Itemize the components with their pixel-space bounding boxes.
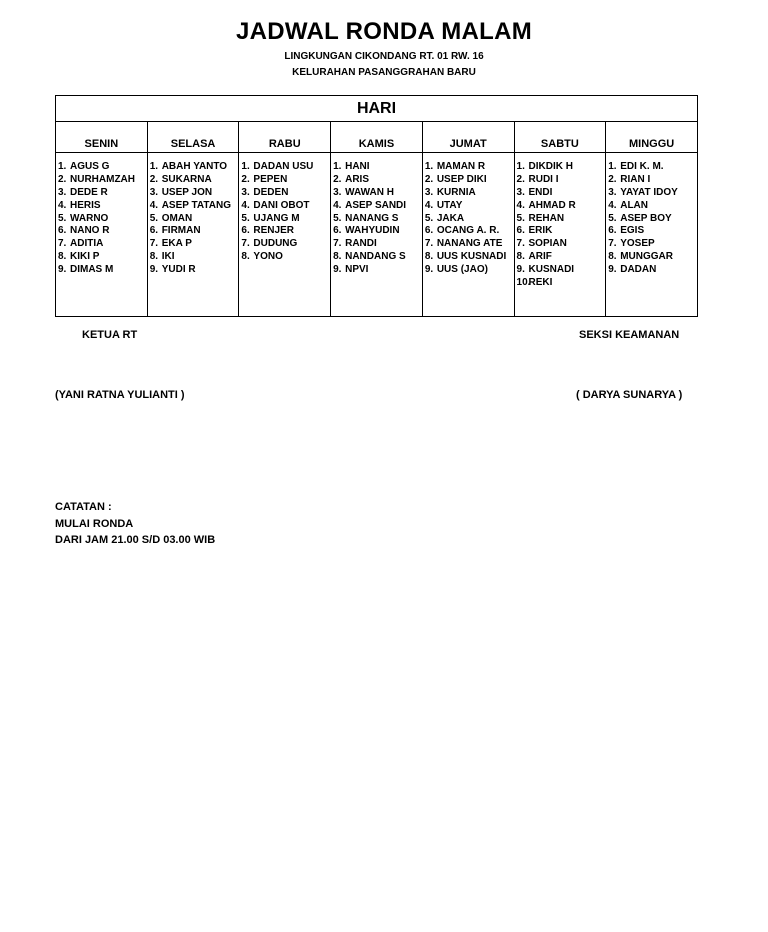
list-item-name: ARIS: [345, 173, 370, 185]
list-item-number: 3.: [608, 186, 617, 198]
day-names-sabtu: [514, 153, 606, 317]
list-item-name: NANANG ATE: [436, 238, 503, 250]
list-item-name: USEP DIKI: [436, 173, 487, 185]
list-item: [333, 238, 422, 251]
list-item-number: 9.: [424, 264, 434, 276]
day-names-kamis: [331, 153, 423, 317]
list-item: [333, 264, 422, 277]
list-item: [241, 187, 330, 200]
list-item-number: 3.: [241, 186, 250, 198]
list-item-number: 8.: [608, 251, 617, 263]
list-item-name: UUS (JAO): [436, 264, 488, 276]
list-item: [517, 251, 606, 264]
list-item-number: 5.: [58, 212, 67, 224]
list-item-name: WAHYUDIN: [345, 225, 400, 237]
notes-line-2: DARI JAM 21.00 S/D 03.00 WIB: [55, 534, 216, 546]
list-item: [58, 251, 147, 264]
list-item-number: 3.: [333, 186, 342, 198]
list-item: [517, 200, 606, 213]
list-item-number: 3.: [516, 186, 525, 198]
list-item-number: 9.: [333, 264, 342, 276]
list-item-name: DADAN USU: [253, 161, 314, 172]
list-item-number: 7.: [149, 238, 159, 250]
list-item-number: 7.: [333, 238, 342, 250]
list-item-name: KUSNADI: [528, 264, 575, 276]
day-names-jumat: [422, 153, 514, 317]
list-item: [58, 174, 147, 187]
list-item-name: NANDANG S: [345, 251, 406, 263]
list-item: [425, 225, 514, 238]
schedule-table: [55, 95, 698, 317]
list-item-number: 6.: [608, 225, 617, 237]
list-item-name: HANI: [345, 161, 370, 172]
list-item-name: USEP JON: [161, 186, 213, 198]
list-item: [58, 200, 147, 213]
list-item: [150, 213, 239, 226]
list-item-name: YUDI R: [161, 264, 196, 276]
list-item-name: UUS KUSNADI: [436, 251, 507, 263]
list-item-name: EDI K. M.: [620, 161, 664, 172]
list-item-number: 3.: [149, 186, 159, 198]
list-item-name: REKI: [528, 277, 553, 289]
list-item-number: 2.: [149, 173, 159, 185]
list-item: [517, 277, 606, 290]
list-item-name: WAWAN H: [345, 186, 394, 198]
list-item-number: 10.: [516, 277, 531, 289]
list-item: [241, 174, 330, 187]
list-item-number: 7.: [516, 238, 525, 250]
list-item: [608, 174, 697, 187]
list-item: [241, 213, 330, 226]
list-item-number: 6.: [424, 225, 434, 237]
list-item-number: 6.: [333, 225, 342, 237]
list-item: [150, 200, 239, 213]
day-names-minggu: [606, 153, 698, 317]
list-item-number: 9.: [58, 264, 67, 276]
list-item: [425, 238, 514, 251]
names-row: [56, 153, 698, 317]
day-header-sabtu: SABTU: [514, 122, 606, 153]
list-item-name: DEDEN: [253, 186, 289, 198]
list-item: [517, 213, 606, 226]
list-item: [425, 213, 514, 226]
list-item: [425, 200, 514, 213]
list-item: [150, 161, 239, 174]
list-item-number: 1.: [241, 161, 250, 172]
list-item: [333, 225, 422, 238]
list-item: [150, 174, 239, 187]
list-item-name: KIKI P: [70, 251, 100, 263]
list-item-number: 8.: [516, 251, 525, 263]
list-item-name: MAMAN R: [436, 161, 486, 172]
list-item-number: 5.: [608, 212, 617, 224]
list-item: [608, 200, 697, 213]
list-item-name: AGUS G: [70, 161, 110, 172]
list-item-name: NANO R: [70, 225, 110, 237]
list-item-name: SOPIAN: [528, 238, 567, 250]
list-item: [333, 161, 422, 174]
list-item: [241, 251, 330, 264]
list-item-name: YONO: [253, 251, 283, 263]
list-item: [608, 161, 697, 174]
list-item-number: 6.: [58, 225, 67, 237]
day-names-selasa: [147, 153, 239, 317]
list-item: [425, 174, 514, 187]
list-item: [58, 264, 147, 277]
list-item-name: ERIK: [528, 225, 553, 237]
list-item-name: WARNO: [70, 212, 109, 224]
list-item: [333, 251, 422, 264]
list-item-number: 7.: [241, 238, 250, 250]
list-item-number: 1.: [424, 161, 434, 172]
list-item-name: NURHAMZAH: [70, 173, 135, 185]
list-item-name: DEDE R: [70, 186, 108, 198]
list-item-name: MUNGGAR: [620, 251, 673, 263]
list-item: [608, 264, 697, 277]
list-item: [150, 225, 239, 238]
list-item-name: EGIS: [620, 225, 645, 237]
list-item-number: 9.: [516, 264, 525, 276]
list-item-name: FIRMAN: [161, 225, 201, 237]
list-item-number: 4.: [149, 199, 159, 211]
list-item: [517, 238, 606, 251]
list-item-name: DIKDIK H: [528, 161, 573, 172]
list-item-number: 2.: [58, 173, 67, 185]
list-item-name: JAKA: [436, 212, 465, 224]
list-item-number: 3.: [424, 186, 434, 198]
list-item: [58, 238, 147, 251]
list-item: [150, 251, 239, 264]
list-item-number: 7.: [424, 238, 434, 250]
list-item-number: 8.: [58, 251, 67, 263]
list-item: [608, 238, 697, 251]
list-item: [241, 238, 330, 251]
list-item: [150, 187, 239, 200]
list-item-name: PEPEN: [253, 173, 288, 185]
list-item-number: 5.: [149, 212, 159, 224]
day-names-senin: [56, 153, 148, 317]
list-item-number: 1.: [333, 161, 342, 172]
list-item-name: YAYAT IDOY: [620, 186, 678, 198]
list-item-number: 2.: [424, 173, 434, 185]
list-item: [333, 187, 422, 200]
notes-line-1: MULAI RONDA: [55, 517, 134, 530]
day-header-rabu: RABU: [239, 122, 331, 153]
list-item-name: RENJER: [253, 225, 294, 237]
document-subtitle-village: KELURAHAN PASANGGRAHAN BARU: [292, 67, 476, 78]
list-item-name: OMAN: [161, 212, 193, 224]
list-item-number: 2.: [516, 173, 525, 185]
list-item-name: DIMAS M: [70, 264, 114, 276]
list-item-name: EKA P: [161, 238, 192, 250]
list-item: [241, 161, 330, 174]
list-item-number: 5.: [424, 212, 434, 224]
list-item-number: 8.: [333, 251, 342, 263]
list-item-name: RIAN I: [620, 173, 651, 185]
signature-left-role: KETUA RT: [82, 329, 138, 341]
list-item: [333, 174, 422, 187]
names-list: [239, 161, 330, 264]
list-item: [608, 251, 697, 264]
list-item: [608, 187, 697, 200]
list-item: [58, 187, 147, 200]
list-item: [425, 187, 514, 200]
list-item-name: ASEP SANDI: [345, 199, 407, 211]
names-list: [56, 161, 147, 277]
day-header-kamis: KAMIS: [331, 122, 423, 153]
list-item-name: NPVI: [345, 264, 369, 276]
list-item: [517, 187, 606, 200]
list-item-number: 5.: [333, 212, 342, 224]
list-item-name: UTAY: [436, 199, 463, 211]
list-item-name: DADAN: [620, 264, 657, 276]
list-item-number: 6.: [149, 225, 159, 237]
list-item-number: 5.: [516, 212, 525, 224]
list-item: [517, 174, 606, 187]
list-item-name: REHAN: [528, 212, 565, 224]
names-list: [423, 161, 514, 277]
list-item-number: 1.: [58, 161, 67, 172]
list-item-number: 4.: [516, 199, 525, 211]
list-item-number: 7.: [58, 238, 67, 250]
names-list: [515, 161, 606, 290]
list-item-number: 8.: [241, 251, 250, 263]
list-item-name: YOSEP: [620, 238, 655, 250]
list-item-number: 7.: [608, 238, 617, 250]
list-item-number: 6.: [241, 225, 250, 237]
list-item-number: 3.: [58, 186, 67, 198]
day-header-minggu: MINGGU: [606, 122, 698, 153]
list-item-name: OCANG A. R.: [436, 225, 500, 237]
list-item-name: RUDI I: [528, 173, 559, 185]
day-header-row: [56, 122, 698, 153]
list-item: [517, 264, 606, 277]
signature-right-role: SEKSI KEAMANAN: [579, 329, 680, 341]
list-item-number: 6.: [516, 225, 525, 237]
signature-right-name: ( DARYA SUNARYA ): [576, 389, 683, 401]
document-subtitle-neighborhood: LINGKUNGAN CIKONDANG RT. 01 RW. 16: [284, 51, 484, 62]
table-header-hari: HARI: [56, 96, 698, 122]
list-item-number: 1.: [516, 161, 525, 172]
list-item: [58, 225, 147, 238]
list-item-number: 2.: [333, 173, 342, 185]
list-item-number: 2.: [241, 173, 250, 185]
list-item-name: ENDI: [528, 186, 553, 198]
list-item-name: AHMAD R: [528, 199, 576, 211]
list-item-name: RANDI: [345, 238, 377, 250]
list-item-name: KURNIA: [436, 186, 476, 198]
list-item: [150, 238, 239, 251]
list-item-number: 9.: [149, 264, 159, 276]
list-item: [241, 200, 330, 213]
list-item-name: ASEP TATANG: [161, 199, 231, 211]
names-list: [331, 161, 422, 277]
list-item-name: ARIF: [528, 251, 552, 263]
list-item: [425, 251, 514, 264]
list-item-number: 4.: [333, 199, 342, 211]
list-item-name: ABAH YANTO: [161, 161, 228, 172]
day-header-senin: SENIN: [56, 122, 148, 153]
day-names-rabu: [239, 153, 331, 317]
list-item-number: 4.: [58, 199, 67, 211]
signature-left-name: (YANI RATNA YULIANTI ): [55, 389, 185, 401]
list-item-name: ALAN: [620, 199, 648, 211]
names-list: [148, 161, 239, 277]
list-item-name: DUDUNG: [253, 238, 298, 250]
list-item: [333, 200, 422, 213]
list-item-name: IKI: [161, 251, 175, 263]
list-item-name: ADITIA: [70, 238, 104, 250]
list-item-name: NANANG S: [345, 212, 399, 224]
list-item: [150, 264, 239, 277]
list-item: [58, 161, 147, 174]
list-item-number: 5.: [241, 212, 250, 224]
list-item-number: 1.: [149, 161, 159, 172]
day-header-jumat: JUMAT: [422, 122, 514, 153]
list-item-number: 4.: [608, 199, 617, 211]
names-list: [606, 161, 697, 277]
list-item: [58, 213, 147, 226]
list-item: [517, 225, 606, 238]
list-item-name: HERIS: [70, 199, 101, 211]
list-item-name: DANI OBOT: [253, 199, 310, 211]
document-title: JADWAL RONDA MALAM: [235, 18, 533, 45]
list-item-name: UJANG M: [253, 212, 300, 224]
list-item-number: 4.: [424, 199, 434, 211]
list-item: [608, 213, 697, 226]
list-item: [608, 225, 697, 238]
list-item-name: ASEP BOY: [620, 212, 672, 224]
list-item-name: SUKARNA: [161, 173, 212, 185]
list-item-number: 9.: [608, 264, 617, 276]
list-item-number: 4.: [241, 199, 250, 211]
notes-heading: CATATAN :: [55, 501, 112, 513]
list-item: [425, 161, 514, 174]
list-item: [333, 213, 422, 226]
list-item: [517, 161, 606, 174]
notes-block: [55, 499, 215, 549]
list-item: [425, 264, 514, 277]
list-item: [241, 225, 330, 238]
list-item-number: 2.: [608, 173, 617, 185]
day-header-selasa: SELASA: [147, 122, 239, 153]
list-item-number: 8.: [424, 251, 434, 263]
list-item-number: 1.: [608, 161, 617, 172]
list-item-number: 8.: [149, 251, 159, 263]
